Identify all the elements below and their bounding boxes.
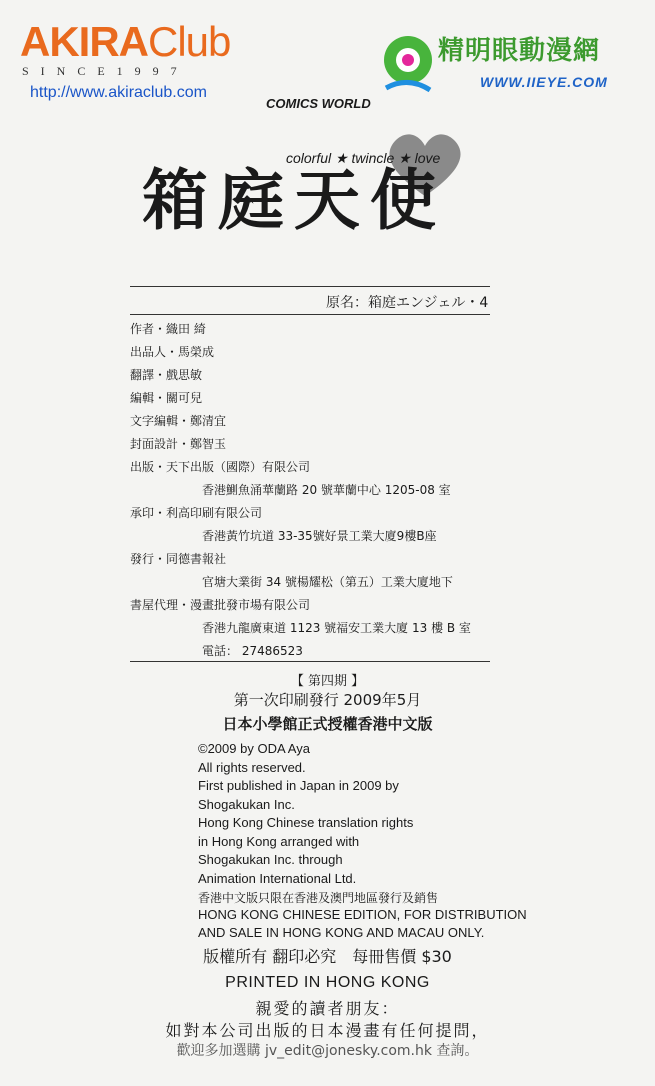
eye-site-url[interactable]: WWW.IIEYE.COM <box>480 74 608 90</box>
akira-url-link[interactable]: http://www.akiraclub.com <box>30 84 207 101</box>
issue-number: 【 第四期 】 <box>290 674 365 689</box>
original-title: 原名：箱庭エンジェル・4 <box>326 295 489 311</box>
copyright-line: HONG KONG CHINESE EDITION, FOR DISTRIBUTION <box>198 907 527 922</box>
credit-printer: 承印・利高印刷有限公司 <box>130 506 263 520</box>
top-divider <box>130 286 490 287</box>
agent-address: 香港九龍廣東道 1123 號福安工業大廈 13 樓 B 室 <box>202 621 471 635</box>
distributor-address: 官塘大業街 34 號楊耀松（第五）工業大廈地下 <box>202 575 453 589</box>
copyright-line: ©2009 by ODA Aya <box>198 741 310 756</box>
license-statement: 日本小學館正式授權香港中文版 <box>222 715 433 733</box>
bottom-divider <box>130 661 490 662</box>
akira-brand-light: Club <box>148 18 231 65</box>
credit-text-editor: 文字編輯・鄭清宜 <box>130 414 227 428</box>
publisher-address: 香港鰂魚涌華蘭路 20 號華蘭中心 1205-08 室 <box>202 483 451 497</box>
copyright-line: Hong Kong Chinese translation rights <box>198 815 414 830</box>
copyright-line: in Hong Kong arranged with <box>198 834 360 849</box>
credit-agent: 書屋代理・漫畫批發市場有限公司 <box>130 598 311 612</box>
printer-address: 香港黃竹坑道 33-35號好景工業大廈9樓B座 <box>202 529 437 543</box>
copyright-line: AND SALE IN HONG KONG AND MACAU ONLY. <box>198 925 485 940</box>
copyright-line: 香港中文版只限在香港及澳門地區發行及銷售 <box>198 891 439 905</box>
printed-in: PRINTED IN HONG KONG <box>225 974 430 991</box>
copyright-line: Shogakukan Inc. <box>198 797 295 812</box>
copyright-line: Shogakukan Inc. through <box>198 852 343 867</box>
akira-club-logo <box>20 18 230 66</box>
credit-author: 作者・織田 綺 <box>130 322 206 336</box>
eye-site-name: 精明眼動漫網 <box>438 36 601 66</box>
eye-logo-icon <box>378 28 438 102</box>
copyright-line: All rights reserved. <box>198 760 306 775</box>
comics-world-logo: COMICS WORLD <box>266 96 371 111</box>
credit-producer: 出品人・馬榮成 <box>130 345 215 359</box>
rights-and-price: 版權所有 翻印必究 每冊售價 $30 <box>203 947 452 966</box>
title-subtitle: colorful ★ twincle ★ love <box>286 150 441 166</box>
akira-since-text: SINCE1997 <box>22 64 189 78</box>
credit-translator: 翻譯・戲思敏 <box>130 368 203 382</box>
credit-cover-design: 封面設計・鄭智玉 <box>130 437 227 451</box>
akira-brand-bold: AKIRA <box>20 18 148 65</box>
credits-divider <box>130 314 490 315</box>
credit-editor: 編輯・關可兒 <box>130 391 203 405</box>
credit-publisher: 出版・天下出版（國際）有限公司 <box>130 460 311 474</box>
book-title: 箱庭天使 <box>142 162 446 239</box>
copyright-line: Animation International Ltd. <box>198 871 357 886</box>
first-print-date: 第一次印刷發行 2009年5月 <box>233 691 422 709</box>
footer-contact: 歡迎多加選購 jv_edit@jonesky.com.hk 查詢。 <box>176 1043 479 1059</box>
credit-distributor: 發行・同德書報社 <box>130 552 227 566</box>
inquiry-text: 如對本公司出版的日本漫畫有任何提問， <box>165 1021 490 1040</box>
dear-readers: 親愛的讀者朋友： <box>255 999 400 1018</box>
agent-phone: 電話： 27486523 <box>202 644 303 658</box>
copyright-line: First published in Japan in 2009 by <box>198 778 399 793</box>
